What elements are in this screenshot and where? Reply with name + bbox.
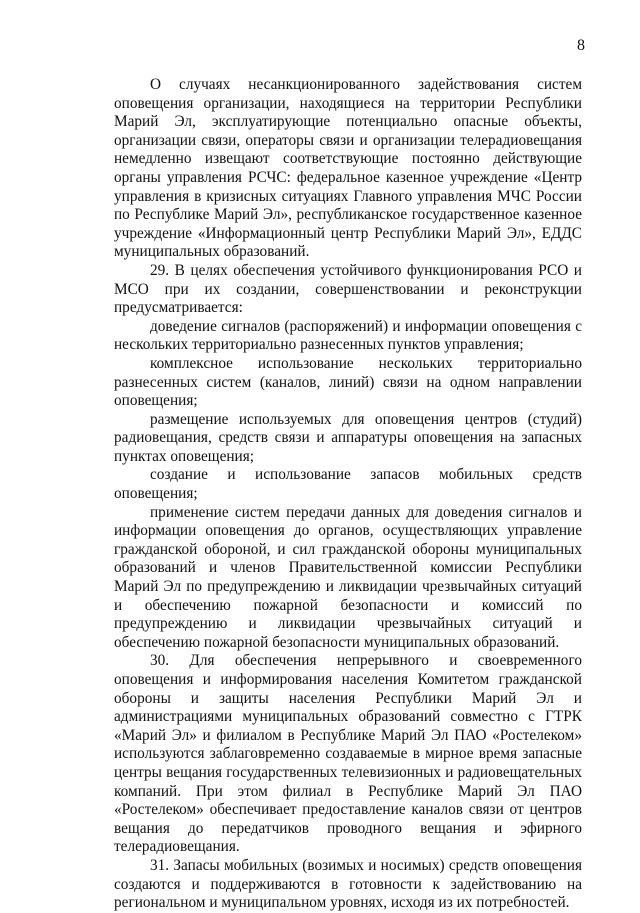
paragraph-placement: размещение используемых для оповещения центров (студий) радиовещания, средств связи и аппаратуры оповещения на запасных пунктах оповещения; (114, 410, 582, 465)
paragraph-data-systems: применение систем передачи данных для доведения сигналов и информации оповещения до органов, осуществляющих управление гражданской обороной, и сил гражданской обороны муниципальных образований и членов Правительственной комиссии Республики Марий Эл по предупреждению и ликвидации чрезвычайных ситуаций и обеспечению пожарной безопасности и комиссий по предупреждению и ликвидации чрезвычайных ситуаций и обеспечению пожарной безопасности муниципальных образований. (114, 503, 582, 651)
paragraph-reserves: создание и использование запасов мобильных средств оповещения; (114, 466, 582, 503)
paragraph-complex-use: комплексное использование нескольких территориально разнесенных систем (каналов, линий) связи на одном направлении оповещения; (114, 354, 582, 410)
paragraph-item-30: 30. Для обеспечения непрерывного и своевременного оповещения и информирования населения Комитетом гражданской обороны и защиты населения Республики Марий Эл и администрациями муниципальных образований совместно с ГТРК «Марий Эл» и филиалом в Республике Марий Эл ПАО «Ростелеком» используются заблаговременно создаваемые в мирное время запасные центры вещания государственных телевизионных и радиовещательных компаний. При этом филиал в Республике Марий Эл ПАО «Ростелеком» обеспечивает предоставление каналов связи от центров вещания до передатчиков проводного вещания и эфирного телерадиовещания. (114, 652, 582, 856)
paragraph-item-31: 31. Запасы мобильных (возимых и носимых) средств оповещения создаются и поддерживаются в готовности к задействованию на региональном и муниципальном уровнях, исходя из их потребностей. (114, 856, 582, 912)
paragraph-unauthorized-activation: О случаях несанкционированного задействования систем оповещения организации, находящиеся на территории Республики Марий Эл, эксплуатирующие потенциально опасные объекты, организации связи, операторы связи и организации телерадиовещания немедленно извещают соответствующие постоянно действующие органы управления РСЧС: федеральное казенное учреждение «Центр управления в кризисных ситуациях Главного управления МЧС России по Республике Марий Эл», республиканское государственное казенное учреждение «Информационный центр Республики Марий Эл», ЕДДС муниципальных образований. (114, 76, 582, 261)
paragraph-signal-delivery: доведение сигналов (распоряжений) и информации оповещения с нескольких территориально разнесенных пунктов управления; (114, 317, 582, 354)
paragraph-item-29: 29. В целях обеспечения устойчивого функционирования РСО и МСО при их создании, совершенствовании и реконструкции предусматривается: (114, 261, 582, 317)
page-number: 8 (577, 37, 585, 54)
document-body (114, 76, 582, 913)
